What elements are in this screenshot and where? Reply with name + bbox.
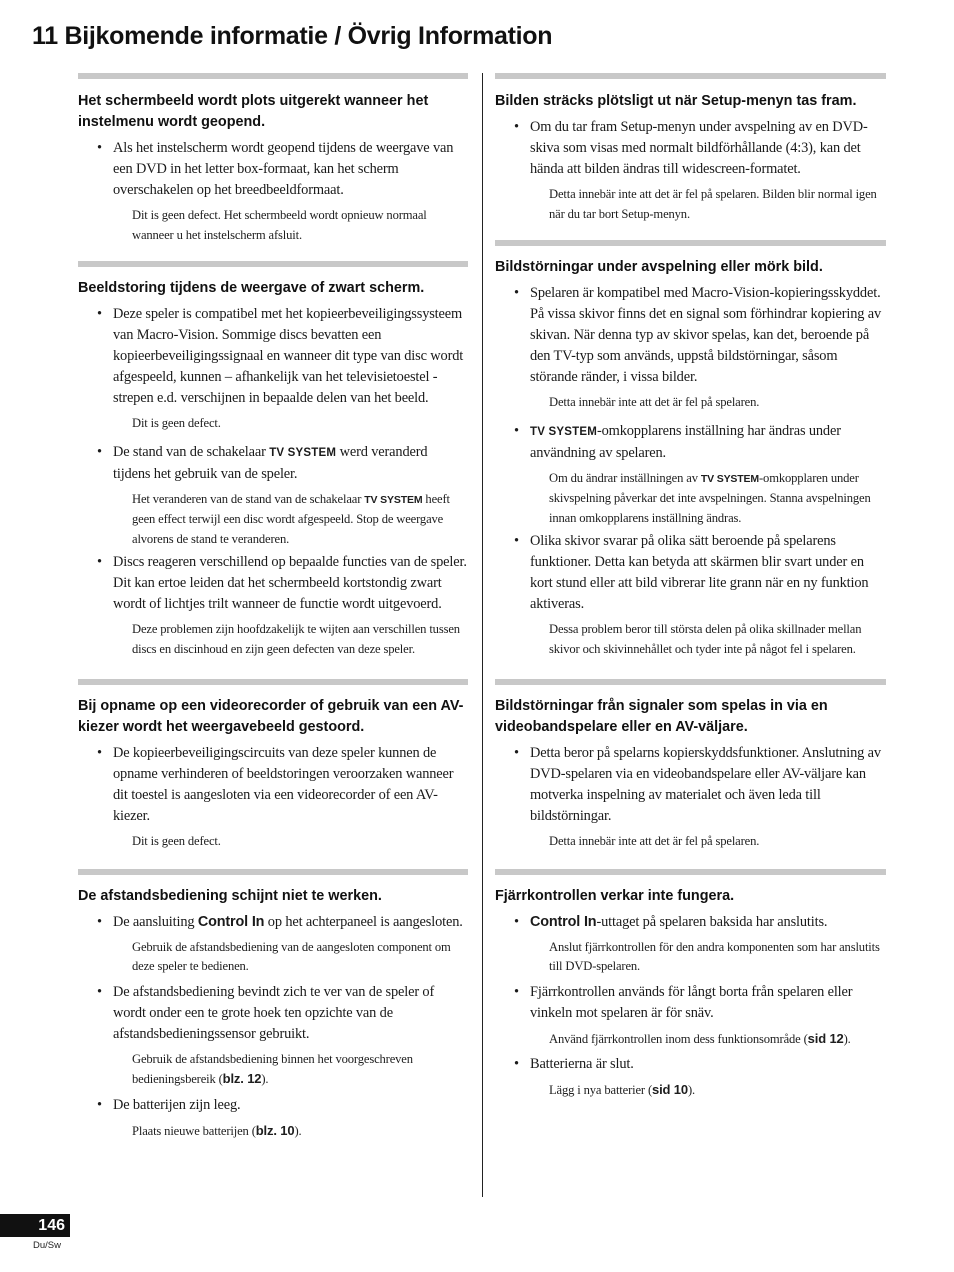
section-videorecorder-nl <box>78 679 468 852</box>
list-item: • Fjärrkontrollen används för långt borta från spelaren eller vinkeln mot spelaren är för snäv. <box>514 983 853 1021</box>
switch-label: TV SYSTEM <box>530 425 597 438</box>
list-item: • Batterierna är slut. <box>495 1054 886 1075</box>
bullet-icon: • <box>514 422 519 439</box>
list-item: • Detta beror på spelarns kopierskyddsfunktioner. Anslutning av DVD-spelaren via en videobandspelare eller AV-väljare kan motverka inspelning av materialet och även leda till bildstörningar. <box>514 745 881 824</box>
item-note: Anslut fjärrkontrollen för den andra komponenten som har anslutits till DVD-spelaren. <box>549 939 880 973</box>
list-item: • Control In-uttaget på spelaren baksida har anslutits. <box>495 912 886 933</box>
section-bar <box>495 73 886 79</box>
item-note: Detta innebär inte att det är fel på spelaren. <box>549 834 760 848</box>
item-note: Deze problemen zijn hoofdzakelijk te wijten aan verschillen tussen discs en discinhoud en zijn geen defecten van deze speler. <box>132 622 460 656</box>
item-note: Använd fjärrkontrollen inom dess funktionsområde (sid 12). <box>549 1030 851 1046</box>
jack-label: Control In <box>197 913 265 930</box>
language-code: Du/Sw <box>33 1240 61 1251</box>
section-heading: Bildstörningar från signaler som spelas in via en videobandspelare eller en AV-väljare. <box>495 698 828 735</box>
page-number: 146 <box>0 1214 70 1237</box>
section-heading: De afstandsbediening schijnt niet te werken. <box>78 887 382 904</box>
list-item: • De aansluiting Control In op het achterpaneel is aangesloten. <box>78 912 468 933</box>
list-item: • Discs reageren verschillend op bepaalde functies van de speler. Dit kan ertoe leiden dat het schermbeeld kortstondig zwart wordt of lichtjes trilt wanneer de functie wordt uitgevoerd. <box>97 554 467 612</box>
bullet-icon: • <box>97 745 102 761</box>
section-heading: Bildstörningar under avspelning eller mörk bild. <box>495 259 823 275</box>
section-bar <box>78 261 468 267</box>
bullet-icon: • <box>514 745 519 761</box>
list-item: • Deze speler is compatibel met het kopieerbeveiligingssysteem van Macro-Vision. Sommige discs bevatten een kopieerbeveiligingssignaal en wanneer dit type van disc wordt afgespeeld, kunnen – afhankelijk van het televisietoestel - strepen e.d. verschijnen in bepaalde delen van het beeld. <box>97 306 464 406</box>
section-heading: Fjärrkontrollen verkar inte fungera. <box>495 887 735 904</box>
list-item: • De batterijen zijn leeg. <box>78 1095 468 1116</box>
list-item: • TV SYSTEM-omkopplarens inställning har ändras under användning av spelaren. <box>514 422 841 461</box>
list-item: • Om du tar fram Setup-menyn under avspelning av en DVD-skiva som visas med normalt bildförhållande (4:3), kan det hända att bilden ändras till widescreen-formatet. <box>514 119 868 177</box>
list-item: • Als het instelscherm wordt geopend tijdens de weergave van een DVD in het letter box-formaat, kan het scherm overschakelen op het breedbeeldformaat. <box>97 140 454 198</box>
right-column <box>495 73 886 1104</box>
item-note: Dit is geen defect. Het schermbeeld wordt opnieuw normaal wanneer u het instelscherm afsluit. <box>132 208 427 242</box>
section-bar <box>78 73 468 79</box>
section-remote-sv <box>495 869 886 1101</box>
item-note: Om du ändrar inställningen av TV SYSTEM-omkopplaren under skivspelning påverkar det inte avspelningen. Stanna avspelningen innan omkopplarens inställning ändras. <box>549 470 871 525</box>
jack-label: Control In <box>530 913 597 930</box>
section-bar <box>78 869 468 875</box>
item-note: Het veranderen van de stand van de schakelaar TV SYSTEM heeft geen effect terwijl een disc wordt afgespeeld. Stop de weergave alvorens de stand te veranderen. <box>132 491 450 546</box>
section-bar <box>495 240 886 246</box>
list-item: • De kopieerbeveiligingscircuits van deze speler kunnen de opname verhinderen of beeldstoringen veroorzaken wanneer dit toestel is aangesloten via een videorecorder of een AV-kiezer. <box>97 745 454 824</box>
section-heading: Beeldstoring tijdens de weergave of zwart scherm. <box>78 280 425 296</box>
item-note: Gebruik de afstandsbediening binnen het voorgeschreven bedieningsbereik (blz. 12). <box>132 1051 413 1086</box>
bullet-icon: • <box>514 983 519 1000</box>
list-item: • Olika skivor svarar på olika sätt beroende på spelarens funktioner. Detta kan betyda att skärmen blir svart under en kort stund eller att bild vibrerar lite grann när en ny funktion aktiveras. <box>514 533 869 612</box>
item-note: Dit is geen defect. <box>132 416 221 430</box>
item-note: Gebruik de afstandsbediening van de aangesloten component om deze speler te bedienen. <box>132 939 451 973</box>
page-reference: blz. 12 <box>222 1071 262 1086</box>
section-bar <box>78 679 468 685</box>
section-picture-noise-sv <box>495 240 886 659</box>
bullet-icon: • <box>514 913 519 930</box>
item-note: Plaats nieuwe batterijen (blz. 10). <box>132 1122 302 1138</box>
bullet-icon: • <box>97 140 102 156</box>
section-picture-noise-nl <box>78 261 468 659</box>
list-item: • De stand van de schakelaar TV SYSTEM werd veranderd tijdens het gebruik van de speler. <box>97 443 428 482</box>
item-note: Detta innebär inte att det är fel på spelaren. Bilden blir normal igen när du tar bort Setup-menyn. <box>549 187 877 221</box>
item-note: Dit is geen defect. <box>132 834 221 848</box>
page-reference: sid 12 <box>807 1030 844 1046</box>
bullet-icon: • <box>514 119 519 135</box>
page-title: 11 Bijkomende informatie / Övrig Information <box>32 22 553 50</box>
bullet-icon: • <box>97 443 102 460</box>
section-heading: Het schermbeeld wordt plots uitgerekt wanneer het instelmenu wordt geopend. <box>78 93 429 130</box>
switch-label: TV SYSTEM <box>700 472 760 485</box>
section-bar <box>495 679 886 685</box>
bullet-icon: • <box>97 306 102 322</box>
bullet-icon: • <box>97 983 102 1000</box>
section-bar <box>495 869 886 875</box>
bullet-icon: • <box>514 285 519 301</box>
bullet-icon: • <box>514 1056 519 1072</box>
list-item: • De afstandsbediening bevindt zich te ver van de speler of wordt onder een te grote hoek ten opzichte van de afstandsbedieningssensor gebruikt. <box>97 983 435 1042</box>
switch-label: TV SYSTEM <box>269 446 337 459</box>
bullet-icon: • <box>97 554 102 570</box>
section-screen-stretched-sv <box>495 73 886 224</box>
page-reference: sid 10 <box>652 1082 688 1097</box>
section-heading: Bilden sträcks plötsligt ut när Setup-menyn tas fram. <box>495 93 857 109</box>
bullet-icon: • <box>97 1096 102 1113</box>
section-videorecorder-sv <box>495 679 886 852</box>
switch-label: TV SYSTEM <box>364 493 423 506</box>
list-item: • Spelaren är kompatibel med Macro-Vision-kopieringsskyddet. På vissa skivor finns det en signal som förhindrar kopiering av skivan. När denna typ av skivor spelas, kan det, beroende på den TV-typ som används, uppstå bildstörningar, såsom störande ränder, i vissa bilder. <box>514 285 882 385</box>
section-screen-stretched-nl <box>78 73 468 245</box>
item-note: Dessa problem beror till största delen på olika skillnader mellan skivor och skivinnehållet och tyder inte på något fel i spelaren. <box>549 622 862 656</box>
item-note: Lägg i nya batterier (sid 10). <box>549 1082 696 1097</box>
item-note: Detta innebär inte att det är fel på spelaren. <box>549 395 760 409</box>
bullet-icon: • <box>514 533 519 549</box>
section-heading: Bij opname op een videorecorder of gebruik van een AV-kiezer wordt het weergavebeeld gestoord. <box>78 698 464 735</box>
bullet-icon: • <box>97 913 102 930</box>
section-remote-nl <box>78 869 468 1142</box>
page-reference: blz. 10 <box>255 1122 295 1138</box>
column-divider <box>482 73 483 1197</box>
left-column <box>78 73 468 1144</box>
